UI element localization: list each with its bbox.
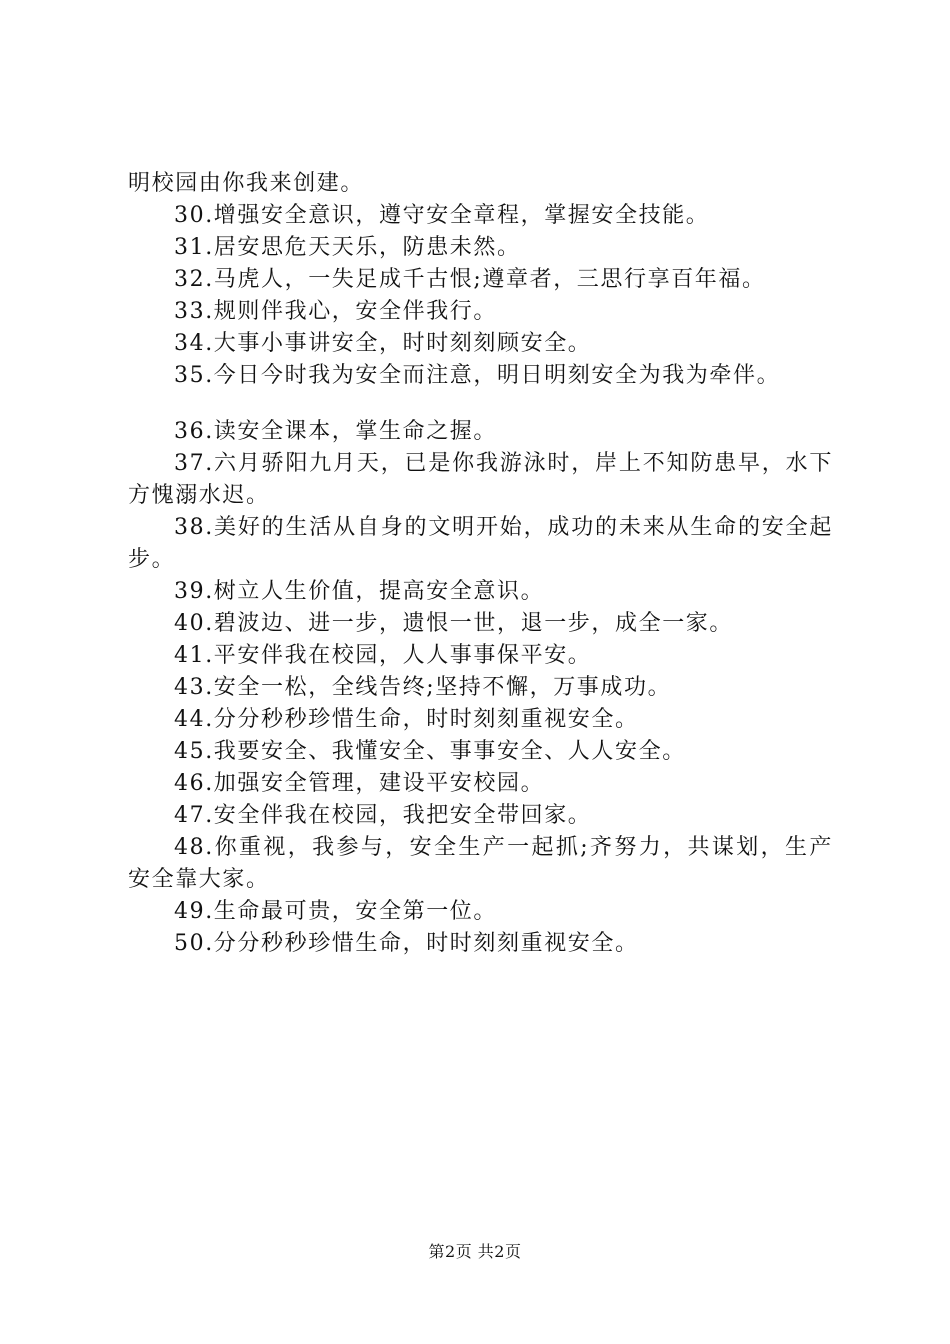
slogan-47: 47.安全伴我在校园，我把安全带回家。 <box>174 803 592 828</box>
slogan-49: 49.生命最可贵，安全第一位。 <box>174 899 497 924</box>
document-body <box>128 168 833 960</box>
page-number-footer: 第2页 共2页 <box>428 1242 522 1261</box>
slogan-32: 32.马虎人，一失足成千古恨;遵章者，三思行享百年福。 <box>174 267 766 292</box>
slogan-48: 48.你重视，我参与，安全生产一起抓;齐努力，共谋划，生产安全靠大家。 <box>128 835 833 892</box>
slogan-46: 46.加强安全管理，建设平安校园。 <box>174 771 545 796</box>
slogan-37: 37.六月骄阳九月天，已是你我游泳时，岸上不知防患早，水下方愧溺水迟。 <box>128 451 833 508</box>
slogan-38: 38.美好的生活从自身的文明开始，成功的未来从生命的安全起步。 <box>128 515 833 572</box>
slogan-36: 36.读安全课本，掌生命之握。 <box>174 419 497 444</box>
slogan-40: 40.碧波边、进一步，遗恨一世，退一步，成全一家。 <box>174 611 733 636</box>
continuation-line: 明校园由你我来创建。 <box>128 171 365 196</box>
slogan-43: 43.安全一松，全线告终;坚持不懈，万事成功。 <box>174 675 672 700</box>
slogan-33: 33.规则伴我心，安全伴我行。 <box>174 299 497 324</box>
slogan-35: 35.今日今时我为安全而注意，明日明刻安全为我为牵伴。 <box>174 363 781 388</box>
slogan-34: 34.大事小事讲安全，时时刻刻顾安全。 <box>174 331 592 356</box>
slogan-41: 41.平安伴我在校园，人人事事保平安。 <box>174 643 592 668</box>
slogan-31: 31.居安思危天天乐，防患未然。 <box>174 235 521 260</box>
slogan-39: 39.树立人生价值，提高安全意识。 <box>174 579 545 604</box>
slogan-44: 44.分分秒秒珍惜生命，时时刻刻重视安全。 <box>174 707 639 732</box>
slogan-50: 50.分分秒秒珍惜生命，时时刻刻重视安全。 <box>174 931 639 956</box>
slogan-30: 30.增强安全意识，遵守安全章程，掌握安全技能。 <box>174 203 710 228</box>
slogan-45: 45.我要安全、我懂安全、事事安全、人人安全。 <box>174 739 686 764</box>
